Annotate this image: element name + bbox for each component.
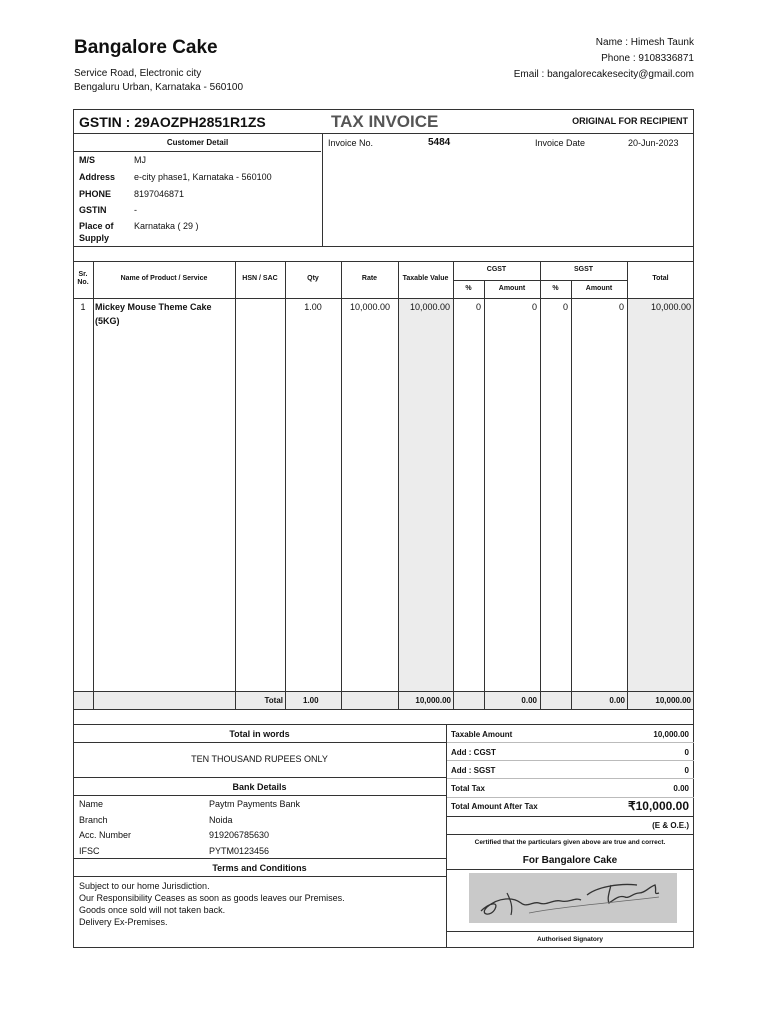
th-sgst: SGST — [573, 266, 594, 273]
row-taxable: 10,000.00 — [409, 302, 450, 312]
company-address-line2: Bengaluru Urban, Karnataka - 560100 — [74, 82, 244, 93]
summary-taxable-value: 10,000.00 — [653, 730, 689, 739]
totals-label: Total — [264, 696, 283, 705]
phone-label: PHONE — [79, 189, 112, 199]
bank-acc-label: Acc. Number — [79, 830, 132, 840]
bank-ifsc-label: IFSC — [79, 846, 100, 856]
row-qty: 1.00 — [304, 302, 322, 312]
invoice-date-label: Invoice Date — [535, 138, 586, 148]
th-cgst-pct: % — [465, 285, 472, 292]
totals-qty: 1.00 — [303, 696, 319, 705]
th-sgst-amount: Amount — [585, 285, 613, 292]
summary-tax-value: 0.00 — [673, 784, 689, 793]
bank-name-label: Name — [79, 799, 104, 809]
th-rate: Rate — [361, 275, 378, 282]
bank-ifsc-value: PYTM0123456 — [209, 846, 270, 856]
row-sgst-pct: 0 — [562, 302, 568, 312]
totals-sgst: 0.00 — [609, 696, 625, 705]
bank-acc-value: 919206785630 — [209, 830, 270, 840]
row-cgst-amount: 0 — [531, 302, 537, 312]
bank-title: Bank Details — [232, 782, 287, 792]
row-cgst-pct: 0 — [475, 302, 481, 312]
customer-gstin-label: GSTIN — [79, 205, 107, 215]
contact-email: Email : bangalorecakesecity@gmail.com — [513, 69, 694, 80]
company-address-line1: Service Road, Electronic city — [74, 68, 202, 79]
summary-sgst-label: Add : SGST — [451, 766, 496, 775]
invoice-no-label: Invoice No. — [328, 138, 374, 148]
th-total: Total — [652, 275, 669, 282]
bank-branch-label: Branch — [79, 815, 108, 825]
th-hsn: HSN / SAC — [242, 275, 278, 282]
th-qty: Qty — [307, 275, 319, 282]
terms-line3: Goods once sold will not taken back. — [79, 905, 226, 915]
summary-tax-label: Total Tax — [451, 784, 485, 793]
copy-label: ORIGINAL FOR RECIPIENT — [572, 116, 688, 126]
eoe-note: (E & O.E.) — [652, 821, 689, 830]
totals-taxable: 10,000.00 — [415, 696, 451, 705]
terms-title: Terms and Conditions — [212, 863, 307, 873]
row-sr: 1 — [80, 302, 86, 312]
summary-after-tax-label: Total Amount After Tax — [451, 802, 538, 811]
invoice-date-value: 20-Jun-2023 — [628, 138, 679, 148]
contact-phone: Phone : 9108336871 — [601, 53, 694, 64]
totals-cgst: 0.00 — [521, 696, 537, 705]
summary-sgst-value: 0 — [684, 766, 689, 775]
seller-gstin: GSTIN : 29AOZPH2851R1ZS — [79, 114, 266, 130]
address-label: Address — [79, 172, 116, 182]
terms-line4: Delivery Ex-Premises. — [79, 917, 168, 927]
terms-line1: Subject to our home Jurisdiction. — [79, 881, 210, 891]
phone-value: 8197046871 — [134, 189, 185, 199]
summary-cgst-value: 0 — [684, 748, 689, 757]
company-name: Bangalore Cake — [74, 37, 218, 58]
th-cgst-amount: Amount — [498, 285, 526, 292]
invoice-title: TAX INVOICE — [331, 112, 439, 131]
summary-after-tax-value: ₹10,000.00 — [627, 799, 689, 813]
words-title: Total in words — [229, 729, 290, 739]
customer-gstin-value: - — [134, 205, 137, 215]
invoice-no-value: 5484 — [428, 137, 451, 148]
th-product: Name of Product / Service — [120, 275, 208, 282]
summary-cgst-label: Add : CGST — [451, 748, 496, 757]
row-product-line2: (5KG) — [95, 316, 120, 326]
row-sgst-amount: 0 — [618, 302, 624, 312]
certified-note: Certified that the particulars given above are true and correct. — [474, 839, 666, 846]
bank-name-value: Paytm Payments Bank — [209, 799, 301, 809]
th-sr-2: No. — [77, 279, 89, 286]
ms-value: MJ — [134, 155, 146, 165]
place-label-2: Supply — [79, 233, 110, 243]
ms-label: M/S — [79, 155, 96, 165]
totals-total: 10,000.00 — [655, 696, 691, 705]
authorised-signatory: Authorised Signatory — [536, 936, 604, 943]
place-value: Karnataka ( 29 ) — [134, 221, 199, 231]
customer-detail-title: Customer Detail — [166, 138, 229, 147]
th-sgst-pct: % — [552, 285, 559, 292]
bank-branch-value: Noida — [209, 815, 233, 825]
words-value: TEN THOUSAND RUPEES ONLY — [191, 754, 328, 764]
signature-image — [469, 873, 677, 923]
th-taxable: Taxable Value — [402, 275, 449, 282]
row-product-line1: Mickey Mouse Theme Cake — [95, 302, 212, 312]
address-value: e-city phase1, Karnataka - 560100 — [134, 172, 272, 182]
signature-scribble — [469, 873, 677, 923]
row-total: 10,000.00 — [650, 302, 691, 312]
th-sr-1: Sr. — [78, 271, 88, 278]
row-rate: 10,000.00 — [349, 302, 390, 312]
terms-line2: Our Responsibility Ceases as soon as goods leaves our Premises. — [79, 893, 345, 903]
summary-taxable-label: Taxable Amount — [451, 730, 513, 739]
place-label-1: Place of — [79, 221, 114, 231]
for-company: For Bangalore Cake — [522, 855, 618, 866]
th-cgst: CGST — [486, 266, 507, 273]
contact-name: Name : Himesh Taunk — [595, 37, 694, 48]
